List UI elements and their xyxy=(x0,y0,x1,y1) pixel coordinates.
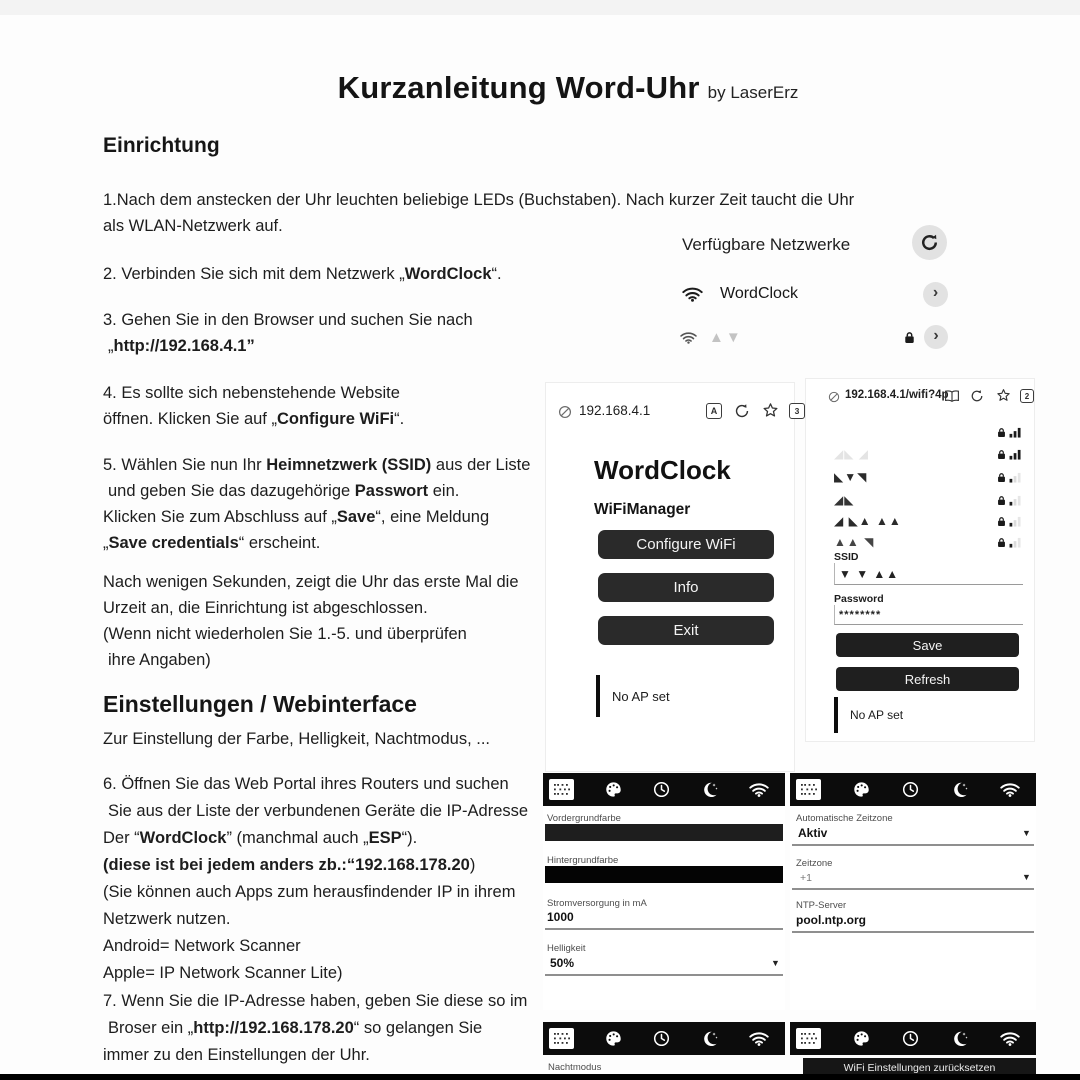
redacted-network-name: ▲▼ xyxy=(709,328,743,346)
matrix-tab-icon[interactable] xyxy=(549,1028,574,1049)
settings-navbar xyxy=(543,773,785,806)
wifimanager-subtitle: WiFiManager xyxy=(594,501,691,518)
address-bar[interactable]: 192.168.4.1/wifi?4p xyxy=(845,389,949,401)
night-mode-label: Nachtmodus xyxy=(548,1062,602,1073)
wlan-list-panel xyxy=(660,222,960,362)
matrix-tab-icon[interactable] xyxy=(796,1028,821,1049)
wlan-list-heading: Verfügbare Netzwerke xyxy=(682,235,851,254)
settings-color-panel xyxy=(543,806,785,1010)
lock-icon xyxy=(997,495,1006,506)
scanned-network-row[interactable]: ◢◣ xyxy=(834,491,1022,509)
wlan-network-row-redacted[interactable] xyxy=(680,324,948,350)
chevron-down-icon[interactable]: ▼ xyxy=(771,958,780,968)
foreground-color-swatch[interactable] xyxy=(545,824,783,841)
ntp-server-input[interactable]: pool.ntp.org xyxy=(796,913,866,927)
ap-status xyxy=(596,675,670,717)
night-mode-tab-icon[interactable] xyxy=(951,781,968,798)
phone1-wifimanager-screen xyxy=(545,382,800,772)
scanned-network-row[interactable]: ◣▼◥ xyxy=(834,468,1022,486)
clock-tab-icon[interactable] xyxy=(653,1030,670,1047)
status-bar-accent xyxy=(834,697,838,733)
signal-strength-icon xyxy=(1009,427,1022,438)
palette-tab-icon[interactable] xyxy=(853,781,870,798)
auto-timezone-label: Automatische Zeitzone xyxy=(796,813,893,824)
chevron-right-icon[interactable]: › xyxy=(923,282,948,307)
tab-count-icon[interactable]: 2 xyxy=(1020,389,1034,403)
signal-strength-icon xyxy=(1009,449,1022,460)
password-label: Password xyxy=(834,593,884,605)
brightness-select[interactable]: 50% xyxy=(550,956,575,970)
input-underline xyxy=(792,844,1034,846)
lock-icon xyxy=(997,516,1006,527)
section-subtitle: Zur Einstellung der Farbe, Helligkeit, Nachtmodus, ... xyxy=(103,730,491,748)
foreground-color-label: Vordergrundfarbe xyxy=(547,813,621,824)
scanned-network-row[interactable] xyxy=(834,423,1022,441)
input-underline xyxy=(545,974,783,976)
wlan-network-row-wordclock[interactable] xyxy=(682,280,948,308)
ssid-label: SSID xyxy=(834,551,859,563)
wlan-refresh-button[interactable] xyxy=(912,225,947,260)
ssid-input[interactable]: ▼ ▼ ▲▲ xyxy=(834,563,1023,585)
info-button[interactable]: Info xyxy=(598,573,774,602)
timezone-select[interactable]: +1 xyxy=(800,872,812,884)
password-input[interactable]: ******** xyxy=(834,605,1023,625)
tab-count-icon[interactable]: 3 xyxy=(789,403,805,419)
wifi-tab-icon[interactable] xyxy=(1000,1031,1020,1046)
note-paragraph: Nach wenigen Sekunden, zeigt die Uhr das erste Mal die Urzeit an, die Einrichtung ist abgeschlossen. (Wenn nicht wiederholen Sie 1.-5. und überprüfen ihre Angaben) xyxy=(103,573,519,669)
lock-icon xyxy=(997,472,1006,483)
scan-top-band xyxy=(0,0,1080,15)
status-text: No AP set xyxy=(850,708,904,722)
clock-tab-icon[interactable] xyxy=(653,781,670,798)
ntp-server-label: NTP-Server xyxy=(796,900,847,911)
background-color-swatch[interactable] xyxy=(545,866,783,883)
settings-navbar xyxy=(790,1022,1036,1055)
brightness-label: Helligkeit xyxy=(547,943,586,954)
step-3: 3. Gehen Sie in den Browser und suchen Sie nach „http://192.168.4.1” xyxy=(103,311,473,355)
phone2-configure-wifi-screen xyxy=(805,378,1035,742)
clock-tab-icon[interactable] xyxy=(902,1030,919,1047)
scanned-network-row[interactable]: ◢ ◣▲ ▲▲ xyxy=(834,512,1022,530)
translate-icon[interactable]: A xyxy=(706,403,722,419)
reading-list-book-icon[interactable] xyxy=(944,389,960,403)
lock-icon xyxy=(997,427,1006,438)
signal-strength-icon xyxy=(1009,472,1022,483)
input-underline xyxy=(792,888,1034,890)
lock-icon xyxy=(997,449,1006,460)
clock-tab-icon[interactable] xyxy=(902,781,919,798)
night-mode-tab-icon[interactable] xyxy=(701,1030,718,1047)
scan-bottom-bar xyxy=(0,1074,1080,1080)
power-label: Stromversorgung in mA xyxy=(547,898,647,909)
signal-strength-icon xyxy=(1009,495,1022,506)
power-input[interactable]: 1000 xyxy=(547,910,574,924)
doc-title-block xyxy=(28,70,1080,106)
wifi-icon xyxy=(682,286,703,302)
section-heading-einrichtung: Einrichtung xyxy=(103,134,220,157)
input-underline xyxy=(792,931,1034,933)
exit-button[interactable]: Exit xyxy=(598,616,774,645)
matrix-tab-icon[interactable] xyxy=(796,779,821,800)
step-2: 2. Verbinden Sie sich mit dem Netzwerk „WordClock“. xyxy=(103,265,502,283)
reload-icon[interactable] xyxy=(970,389,984,403)
lock-icon xyxy=(904,331,915,344)
wifi-reset-button[interactable]: WiFi Einstellungen zurücksetzen xyxy=(803,1058,1036,1078)
wifi-tab-icon[interactable] xyxy=(1000,782,1020,797)
wifi-tab-icon[interactable] xyxy=(749,1031,769,1046)
lock-icon xyxy=(997,537,1006,548)
palette-tab-icon[interactable] xyxy=(605,781,622,798)
chevron-down-icon[interactable]: ▼ xyxy=(1022,872,1031,882)
auto-timezone-select[interactable]: Aktiv xyxy=(798,826,828,840)
refresh-button[interactable]: Refresh xyxy=(836,667,1019,691)
palette-tab-icon[interactable] xyxy=(853,1030,870,1047)
scanned-network-row[interactable]: ▲▲ ◥ xyxy=(834,533,1022,551)
step-1: 1.Nach dem anstecken der Uhr leuchten beliebige LEDs (Buchstaben). Nach kurzer Zeit taucht die Uhr als WLAN-Netzwerk auf. xyxy=(103,191,855,235)
step-6: 6. Öffnen Sie das Web Portal ihres Routers und suchen Sie aus der Liste der verbundenen Geräte die IP-Adresse Der “WordClock” (manchmal auch „ESP“). (diese ist bei jedem anders zb.:“192.168.178.20) (Sie können auch Apps zum herausfindender IP in ihrem Netzwerk nutzen. Android= Network Scanner Apple= IP Network Scanner Lite) xyxy=(103,775,529,982)
step-4: 4. Es sollte sich nebenstehende Website öffnen. Klicken Sie auf „Configure WiFi“. xyxy=(103,384,405,428)
reload-icon[interactable] xyxy=(734,403,750,419)
byline: by LaserErz xyxy=(707,83,799,102)
signal-strength-icon xyxy=(1009,516,1022,527)
insecure-site-icon xyxy=(828,391,840,403)
wifi-icon xyxy=(680,331,697,344)
night-mode-tab-icon[interactable] xyxy=(951,1030,968,1047)
configure-wifi-button[interactable]: Configure WiFi xyxy=(598,530,774,559)
status-bar-accent xyxy=(596,675,600,717)
step-5: 5. Wählen Sie nun Ihr Heimnetzwerk (SSID) aus der Liste und geben Sie das dazugehörige Passwort ein. Klicken Sie zum Abschluss auf „Save“, eine Meldung „Save credentials“ erscheint. xyxy=(103,456,531,552)
palette-tab-icon[interactable] xyxy=(605,1030,622,1047)
ap-status xyxy=(834,697,903,733)
settings-navbar xyxy=(543,1022,785,1055)
background-color-label: Hintergrundfarbe xyxy=(547,855,619,866)
settings-navbar xyxy=(790,773,1036,806)
night-mode-tab-icon[interactable] xyxy=(701,781,718,798)
address-bar[interactable]: 192.168.4.1 xyxy=(579,403,651,418)
page-title: Kurzanleitung Word-Uhr xyxy=(337,70,700,105)
chevron-down-icon[interactable]: ▼ xyxy=(1022,828,1031,838)
wifi-tab-icon[interactable] xyxy=(749,782,769,797)
bookmark-star-icon[interactable] xyxy=(762,402,779,419)
input-underline xyxy=(545,928,783,930)
scanned-network-row[interactable]: ◢◣ ◢ xyxy=(834,445,1022,463)
section-heading-einstellungen: Einstellungen / Webinterface xyxy=(103,691,417,717)
wifimanager-title: WordClock xyxy=(594,455,731,485)
settings-time-panel xyxy=(790,806,1036,1010)
network-name: WordClock xyxy=(720,285,798,302)
insecure-site-icon xyxy=(558,405,572,419)
chevron-right-icon[interactable]: › xyxy=(924,325,948,349)
save-button[interactable]: Save xyxy=(836,633,1019,657)
matrix-tab-icon[interactable] xyxy=(549,779,574,800)
timezone-label: Zeitzone xyxy=(796,858,833,869)
bookmark-star-icon[interactable] xyxy=(996,388,1011,403)
signal-strength-icon xyxy=(1009,537,1022,548)
step-7: 7. Wenn Sie die IP-Adresse haben, geben Sie diese so im Broser ein „http://192.168.178.20“ so gelangen Sie immer zu den Einstellungen der Uhr. xyxy=(103,992,528,1064)
status-text: No AP set xyxy=(612,688,670,704)
